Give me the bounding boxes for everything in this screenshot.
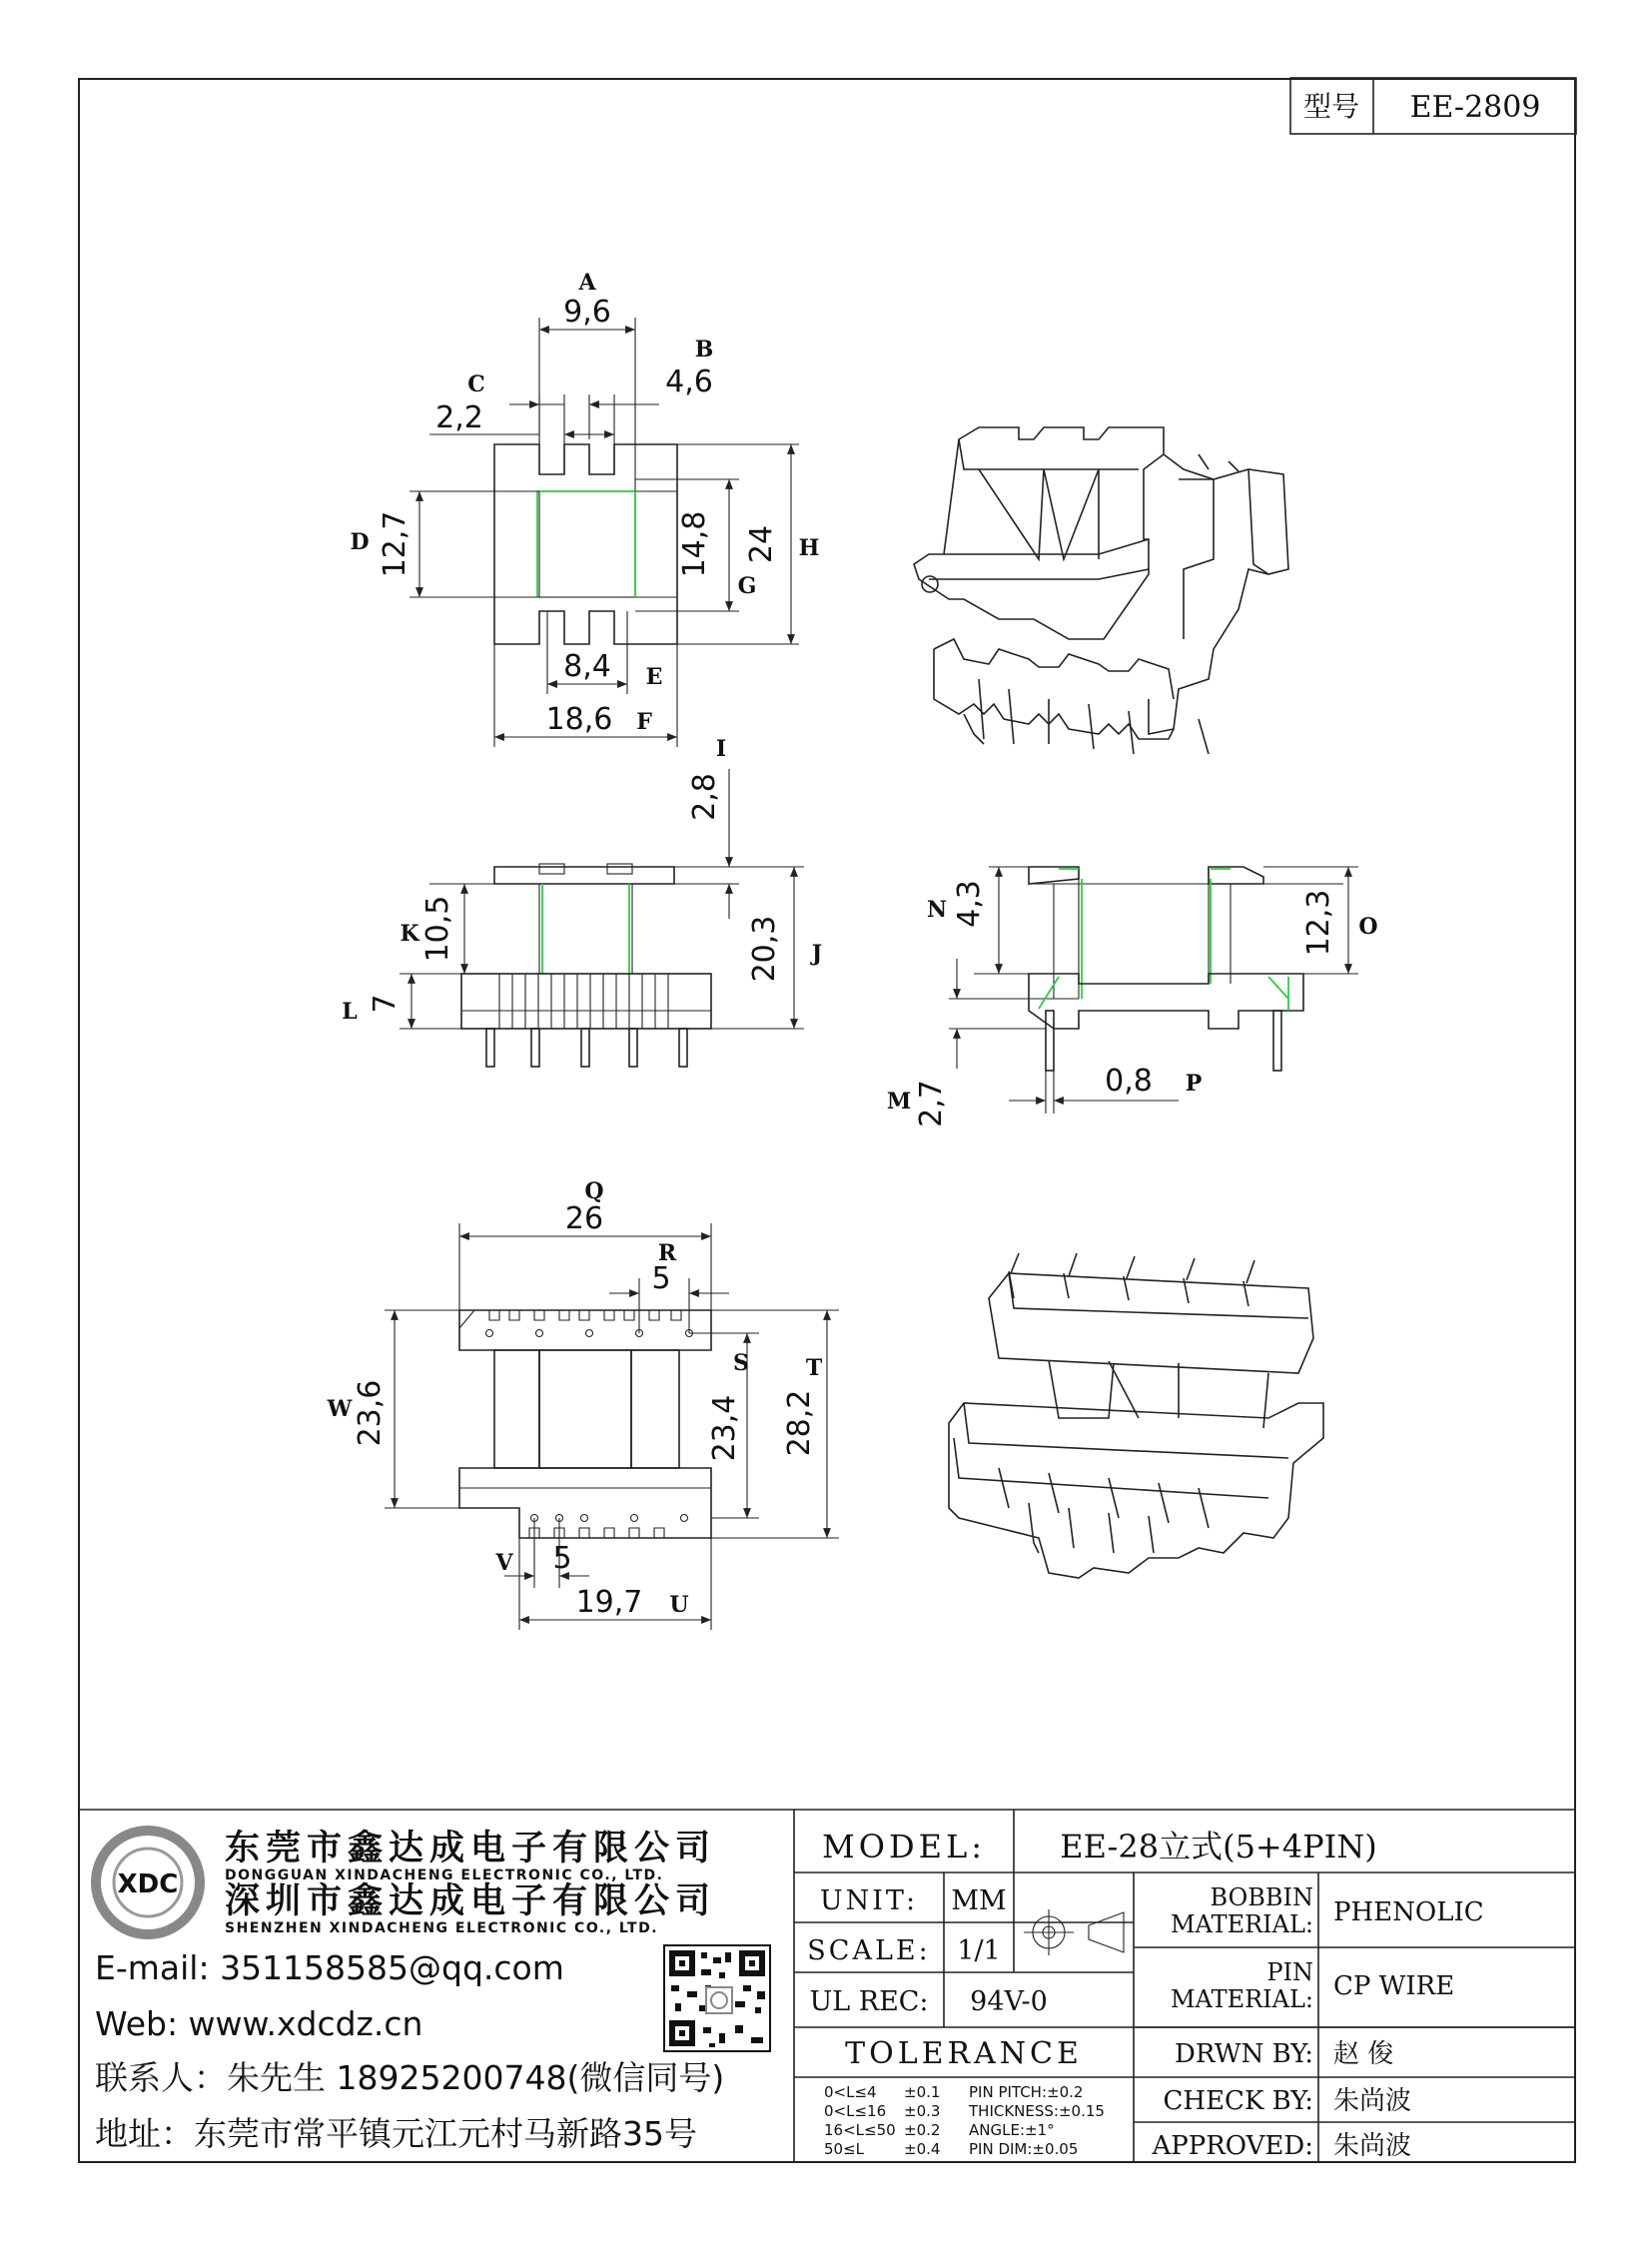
label-C: C (467, 372, 485, 397)
company-block (95, 1829, 770, 2153)
tol-value: ±0.1 (904, 2083, 941, 2101)
header-model-box (1290, 78, 1576, 134)
dim-D: 12,7 (378, 510, 413, 578)
tol-value: ±0.3 (904, 2102, 941, 2120)
company-name-en-2: SHENZHEN XINDACHENG ELECTRONIC CO., LTD. (225, 1920, 659, 1936)
tol-spec: PIN PITCH:±0.2 (969, 2083, 1084, 2101)
scale-value: 1/1 (957, 1935, 1001, 1966)
label-B: B (694, 337, 714, 363)
tol-spec: PIN DIM:±0.05 (969, 2140, 1079, 2158)
dim-L: 7 (368, 994, 403, 1014)
label-L: L (342, 999, 358, 1025)
label-V: V (495, 1550, 513, 1576)
company-name-en-1: DONGGUAN XINDACHENG ELECTRONIC CO., LTD. (225, 1868, 664, 1883)
label-F: F (636, 709, 652, 735)
tol-spec: ANGLE:±1° (969, 2121, 1055, 2139)
label-N: N (926, 897, 948, 923)
unit-value: MM (951, 1885, 1007, 1916)
company-name-cn-1: 东莞市鑫达成电子有限公司 (225, 1829, 717, 1868)
tol-value: ±0.4 (904, 2140, 941, 2158)
dim-G: 14,8 (677, 510, 712, 578)
check-value: 朱尚波 (1333, 2086, 1412, 2116)
dim-S: 23,4 (707, 1394, 742, 1462)
dim-H: 24 (744, 524, 779, 564)
drawn-label: DRWN BY: (1175, 2039, 1313, 2069)
dim-P: 0,8 (1105, 1064, 1153, 1099)
view-bottom (327, 1178, 839, 1630)
dim-V: 5 (552, 1541, 572, 1576)
tol-range: 0<L≤4 (824, 2083, 877, 2101)
label-U: U (669, 1592, 689, 1618)
tol-range: 50≤L (824, 2140, 865, 2158)
dim-B: 4,6 (665, 365, 713, 399)
view-top (350, 270, 819, 747)
dim-M: 2,7 (914, 1080, 949, 1127)
dim-Q: 26 (564, 1201, 604, 1236)
label-D: D (350, 529, 370, 555)
company-address: 地址：东莞市常平镇元江元村马新路35号 (95, 2114, 697, 2153)
drawn-value: 赵 俊 (1333, 2039, 1394, 2069)
dim-A: 9,6 (563, 295, 611, 330)
view-side (887, 867, 1378, 1127)
check-label: CHECK BY: (1163, 2086, 1313, 2116)
label-H: H (798, 535, 820, 561)
label-Q: Q (584, 1178, 604, 1204)
approved-value: 朱尚波 (1333, 2131, 1412, 2161)
dim-C: 2,2 (435, 400, 483, 435)
ulrec-value: 94V-0 (970, 1986, 1048, 2017)
tol-range: 0<L≤16 (824, 2102, 887, 2120)
label-P: P (1185, 1071, 1203, 1097)
dim-K: 10,5 (420, 895, 455, 963)
dim-N: 4,3 (952, 880, 987, 928)
tol-value: ±0.2 (904, 2121, 941, 2139)
company-email: E-mail: 351158585@qq.com (95, 1948, 564, 1987)
company-name-cn-2: 深圳市鑫达成电子有限公司 (225, 1881, 717, 1921)
dim-O: 12,3 (1301, 889, 1336, 957)
tol-spec: THICKNESS:±0.15 (969, 2102, 1105, 2120)
model-label: MODEL: (821, 1828, 987, 1866)
label-K: K (400, 921, 419, 947)
label-A: A (578, 270, 596, 296)
label-S: S (733, 1350, 749, 1376)
qr-code (664, 1945, 770, 2051)
bobbin-label-2: MATERIAL: (1170, 1910, 1313, 1938)
header-model-value: EE-2809 (1409, 90, 1541, 125)
tolerance-label: TOLERANCE (845, 2036, 1083, 2071)
bobbin-value: PHENOLIC (1333, 1897, 1484, 1927)
tolerance-table (824, 2083, 1105, 2158)
label-W: W (327, 1396, 353, 1422)
ulrec-label: UL REC: (809, 1986, 929, 2017)
iso-view-bottom (949, 1253, 1323, 1578)
dim-E: 8,4 (563, 649, 611, 684)
dim-F: 18,6 (545, 702, 613, 737)
label-G: G (737, 573, 757, 599)
pin-label-1: PIN (1266, 1958, 1313, 1986)
scale-label: SCALE: (807, 1935, 931, 1966)
company-web: Web: www.xdcdz.cn (95, 2004, 423, 2043)
header-model-label: 型号 (1302, 90, 1360, 123)
iso-view-top (914, 427, 1288, 754)
dim-J: 20,3 (747, 915, 782, 983)
bobbin-label-1: BOBBIN (1210, 1883, 1313, 1911)
company-contact: 联系人：朱先生 18925200748(微信同号) (95, 2058, 725, 2097)
tol-range: 16<L≤50 (824, 2121, 896, 2139)
dim-T: 28,2 (782, 1389, 817, 1457)
pin-value: CP WIRE (1333, 1971, 1455, 2001)
pin-label-2: MATERIAL: (1170, 1985, 1313, 2013)
dim-W: 23,6 (353, 1379, 388, 1447)
dim-R: 5 (651, 1261, 671, 1296)
model-value: EE-28立式(5+4PIN) (1060, 1828, 1377, 1866)
label-I: I (715, 736, 727, 762)
label-J: J (811, 941, 823, 967)
dim-U: 19,7 (575, 1585, 643, 1620)
dim-I: 2,8 (687, 773, 722, 821)
label-T: T (805, 1355, 823, 1381)
unit-label: UNIT: (819, 1885, 919, 1916)
label-R: R (657, 1240, 677, 1266)
approved-label: APPROVED: (1152, 2131, 1313, 2161)
logo-text: XDC (117, 1869, 179, 1899)
label-O: O (1358, 914, 1378, 940)
label-E: E (645, 664, 663, 690)
company-logo (96, 1831, 200, 1934)
label-M: M (886, 1089, 912, 1115)
view-front (342, 736, 822, 1067)
